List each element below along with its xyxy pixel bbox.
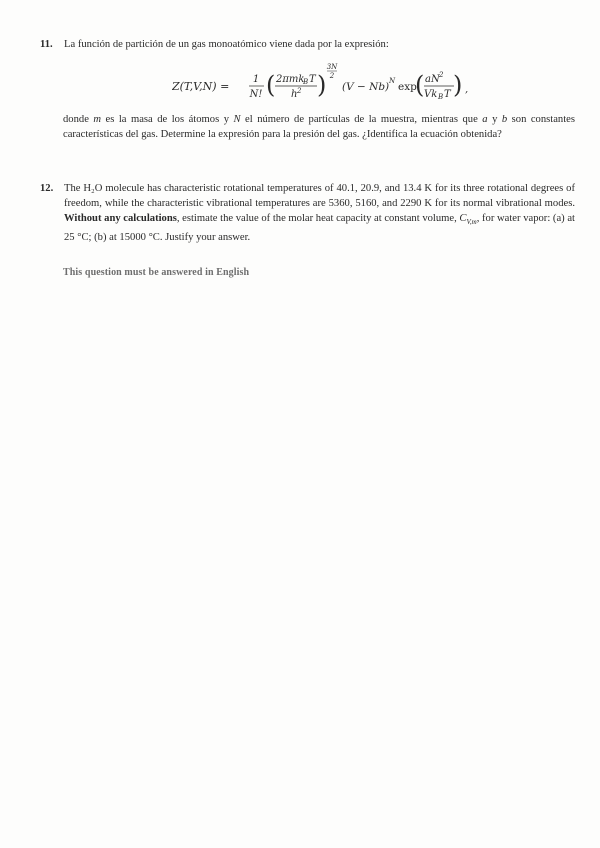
paren2-close: ) bbox=[453, 71, 463, 99]
bold-phrase: Without any calculations bbox=[64, 213, 177, 224]
body-text: el número de partículas de la muestra, mientras que bbox=[240, 114, 483, 125]
body-text: The H₂O molecule has characteristic rotational temperatures of 40.1, 20.9, and 13.4 K for its three rotational degrees of freedom, while the characteristic vibrational temperatures are 5360, 5160, and 2290 K for its normal vibrational modes. bbox=[64, 183, 575, 209]
question-12 bbox=[40, 181, 575, 245]
paren-close: ) bbox=[317, 71, 327, 99]
body-text: donde bbox=[63, 114, 94, 125]
question-intro: La función de partición de un gas monoatómico viene dada por la expresión: bbox=[64, 39, 389, 50]
frac2-num-tail: T bbox=[309, 74, 316, 85]
variable-m: m bbox=[93, 114, 102, 125]
variable-N: N bbox=[233, 114, 241, 125]
body-text: y bbox=[487, 114, 502, 125]
frac2-den: h bbox=[291, 89, 298, 100]
exponent-den: 2 bbox=[329, 72, 335, 80]
question-11 bbox=[40, 37, 575, 52]
frac3-den: Vk bbox=[424, 89, 438, 100]
cv-subscript: V,m bbox=[466, 218, 477, 227]
frac1-num: 1 bbox=[252, 74, 260, 85]
body-text: es la masa de los átomos y bbox=[101, 114, 234, 125]
frac3-num-sup: 2 bbox=[439, 71, 444, 79]
formula-lhs: Z(T,V,N) = bbox=[172, 80, 230, 93]
question-11-body bbox=[63, 112, 575, 142]
middle-sup: N bbox=[389, 77, 396, 85]
frac3-den-sub: B bbox=[438, 93, 444, 101]
frac1-den: N! bbox=[249, 89, 263, 100]
frac3-num: aN bbox=[425, 74, 440, 85]
frac2-num: 2πmk bbox=[276, 74, 305, 85]
body-text: , estimate the value of the molar heat capacity at constant volume, bbox=[176, 213, 460, 224]
partition-function-formula bbox=[172, 62, 472, 110]
formula-trail: , bbox=[465, 84, 469, 95]
cv-symbol: C bbox=[459, 213, 467, 224]
frac2-num-sub: B bbox=[303, 78, 309, 86]
question-number: 12. bbox=[40, 183, 54, 194]
language-note: This question must be answered in English bbox=[63, 267, 250, 278]
question-12-body bbox=[64, 181, 575, 245]
body-text: son constantes características del gas. Determine la expresión para la presión del gas. ¿Identifica la ecuación obtenida? bbox=[63, 114, 575, 140]
frac2-den-sup: 2 bbox=[297, 87, 302, 95]
variable-a: a bbox=[482, 114, 488, 125]
exp-label: exp bbox=[398, 81, 417, 93]
variable-b: b bbox=[501, 114, 508, 125]
formula-svg bbox=[172, 62, 472, 110]
question-number: 11. bbox=[40, 39, 53, 50]
exponent-num: 3N bbox=[326, 63, 338, 71]
paren-open: ( bbox=[266, 71, 276, 99]
body-text: , for water vapor: (a) at 25 °C; (b) at 15000 °C. Justify your answer. bbox=[64, 213, 575, 244]
frac3-den-tail: T bbox=[444, 89, 451, 100]
formula-middle: (V − Nb) bbox=[342, 81, 390, 93]
paren2-open: ( bbox=[415, 71, 425, 99]
